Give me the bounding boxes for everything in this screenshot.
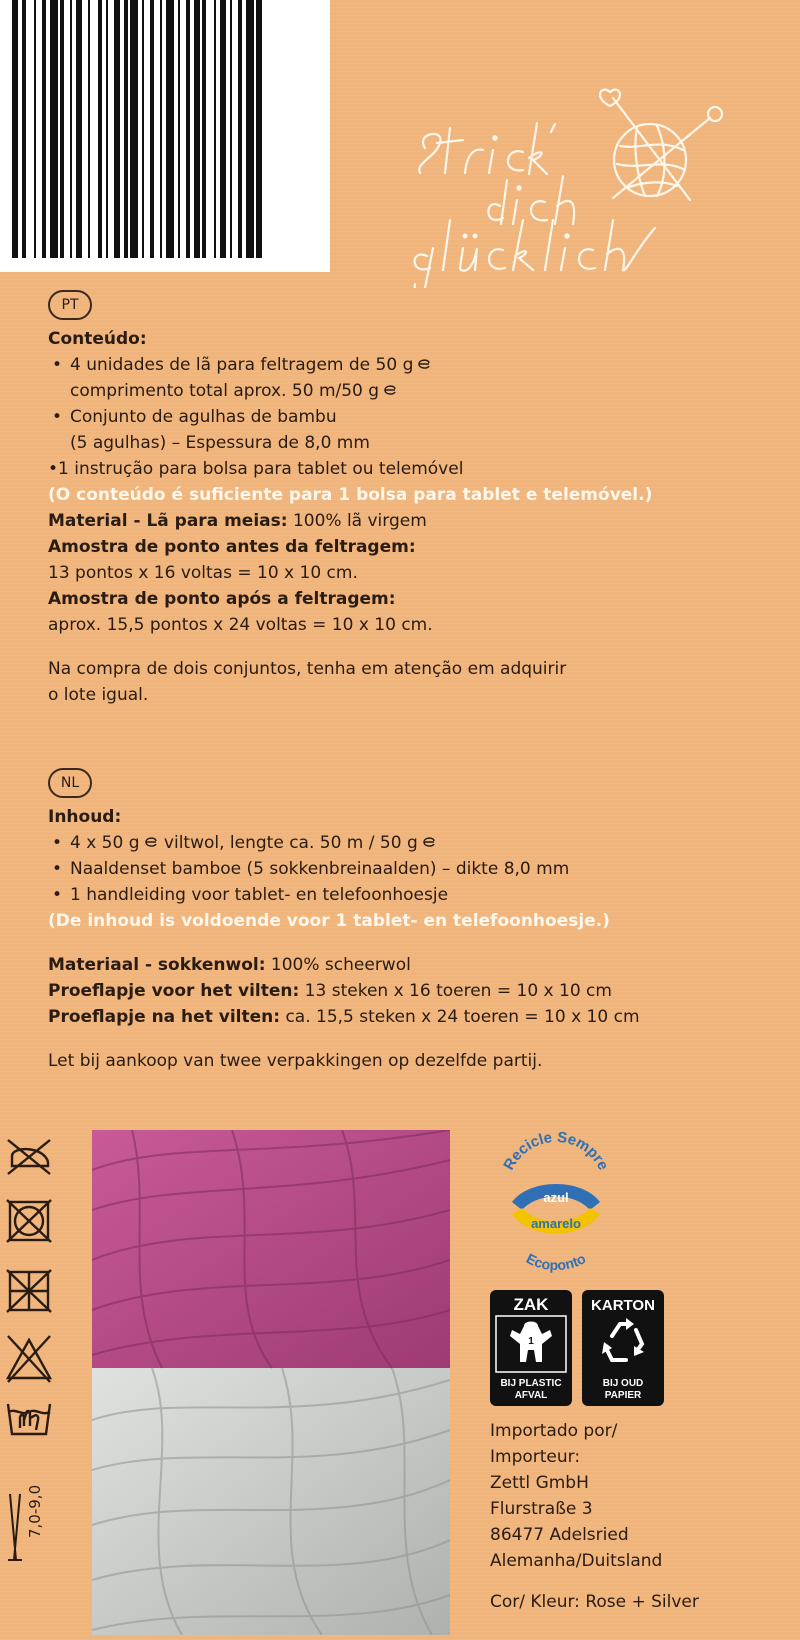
barcode-bar — [70, 0, 72, 258]
zak-plastic-waste-icon — [490, 1290, 572, 1406]
amarelo-label: amarelo — [531, 1216, 581, 1231]
pt-item-2: • Conjunto de agulhas de bambu — [48, 404, 652, 430]
needle-size: 7,0-9,0 — [26, 1484, 44, 1538]
hand-wash-icon — [8, 1404, 50, 1434]
estimated-e-mark-icon — [382, 383, 398, 397]
barcode-bar — [246, 0, 254, 258]
importer-line-2: Importeur: — [490, 1447, 581, 1467]
azul-label: azul — [543, 1190, 569, 1205]
recicle-sempre-logo — [490, 1128, 620, 1273]
zak-title: ZAK — [513, 1295, 549, 1314]
barcode-bar — [160, 0, 162, 258]
estimated-e-mark-icon — [421, 835, 437, 849]
pt-swatch-after-value: aprox. 15,5 pontos x 24 voltas = 10 x 10 cm. — [48, 615, 433, 635]
barcode-bar — [178, 0, 180, 258]
recicle-sempre-text: Recicle Sempre — [500, 1128, 612, 1173]
importer-line-4: Flurstraße 3 — [490, 1499, 593, 1519]
nl-item-3: • 1 handleiding voor tablet- en telefoonhoesje — [48, 882, 640, 908]
importer-line-6: Alemanha/Duitsland — [490, 1551, 663, 1571]
barcode-bar — [88, 0, 90, 258]
pt-swatch-before-label: Amostra de ponto antes da feltragem: — [48, 537, 416, 557]
importer-line-3: Zettl GmbH — [490, 1473, 589, 1493]
yarn-colour-photo — [92, 1130, 450, 1635]
barcode-bar — [34, 0, 36, 258]
barcode — [0, 0, 330, 272]
barcode-bar — [130, 0, 138, 258]
ecoponto-text: Ecoponto — [523, 1250, 589, 1273]
barcode-bar — [220, 0, 226, 258]
barcode-bar — [238, 0, 242, 258]
karton-line-1: BIJ OUD — [602, 1378, 644, 1389]
pt-lot-line-2: o lote igual. — [48, 685, 149, 705]
pt-item-1: • 4 unidades de lã para feltragem de 50 g — [48, 352, 652, 378]
pt-item-1-line-2: comprimento total aprox. 50 m/50 g — [48, 378, 652, 404]
nl-contents-note: (De inhoud is voldoende voor 1 tablet- en telefoonhoesje.) — [48, 911, 610, 931]
barcode-bar — [50, 0, 58, 258]
estimated-e-mark-icon — [416, 357, 432, 371]
colour-label: Cor/ Kleur: Rose + Silver — [490, 1592, 699, 1612]
do-not-iron-icon — [8, 1140, 50, 1174]
barcode-bar — [256, 0, 262, 258]
pt-swatch-after-label: Amostra de ponto após a feltragem: — [48, 589, 396, 609]
barcode-bar — [142, 0, 144, 258]
care-symbols — [4, 1128, 54, 1528]
zak-line-2: AFVAL — [514, 1390, 548, 1401]
pt-section — [48, 290, 652, 708]
barcode-bar — [12, 0, 18, 258]
zak-line-1: BIJ PLASTIC — [500, 1378, 562, 1389]
barcode-bar — [22, 0, 26, 258]
nl-swatch-before: Proeflapje voor het vilten: 13 steken x 16 toeren = 10 x 10 cm — [48, 981, 612, 1001]
nl-language-badge: NL — [48, 768, 92, 798]
barcode-bar — [186, 0, 190, 258]
barcode-bar — [202, 0, 206, 258]
barcode-bar — [230, 0, 232, 258]
pt-swatch-before-value: 13 pontos x 16 voltas = 10 x 10 cm. — [48, 563, 358, 583]
nl-item-2: • Naaldenset bamboe (5 sokkenbreinaalden) – dikte 8,0 mm — [48, 856, 640, 882]
barcode-bar — [124, 0, 128, 258]
do-not-dry-clean-icon — [7, 1270, 51, 1312]
pt-contents-note: (O conteúdo é suficiente para 1 bolsa para tablet e telemóvel.) — [48, 485, 653, 505]
pt-contents-heading: Conteúdo: — [48, 329, 147, 349]
barcode-bar — [166, 0, 174, 258]
pt-item-2-line-2: (5 agulhas) – Espessura de 8,0 mm — [70, 433, 370, 453]
pt-language-badge: PT — [48, 290, 92, 320]
nl-item-1: • 4 x 50 g viltwol, lengte ca. 50 m / 50 g — [48, 830, 640, 856]
barcode-bar — [106, 0, 108, 258]
barcode-bar — [76, 0, 82, 258]
strick-dich-gluecklich-logo — [405, 88, 745, 288]
barcode-bar — [60, 0, 64, 258]
svg-text:1: 1 — [528, 1336, 534, 1347]
barcode-bar — [42, 0, 46, 258]
karton-paper-waste-icon — [582, 1290, 664, 1406]
karton-title: KARTON — [591, 1297, 655, 1314]
nl-material: Materiaal - sokkenwol: 100% scheerwol — [48, 955, 411, 975]
importer-address — [490, 1418, 662, 1574]
barcode-bar — [194, 0, 200, 258]
barcode-bar — [114, 0, 120, 258]
nl-swatch-after: Proeflapje na het vilten: ca. 15,5 steken x 24 toeren = 10 x 10 cm — [48, 1007, 640, 1027]
importer-line-5: 86477 Adelsried — [490, 1525, 629, 1545]
nl-section — [48, 768, 640, 1074]
pt-item-3: • 1 instrução para bolsa para tablet ou telemóvel — [48, 456, 652, 482]
pt-lot-line-1: Na compra de dois conjuntos, tenha em atenção em adquirir — [48, 659, 567, 679]
nl-lot: Let bij aankoop van twee verpakkingen op dezelfde partij. — [48, 1051, 543, 1071]
do-not-tumble-dry-icon — [7, 1200, 51, 1242]
barcode-bar — [214, 0, 216, 258]
karton-line-2: PAPIER — [604, 1390, 642, 1401]
pt-material: Material - Lã para meias: 100% lã virgem — [48, 511, 427, 531]
nl-contents-heading: Inhoud: — [48, 807, 122, 827]
do-not-bleach-icon — [8, 1336, 50, 1382]
barcode-bar — [150, 0, 154, 258]
estimated-e-mark-icon — [143, 835, 159, 849]
barcode-bar — [98, 0, 102, 258]
importer-line-1: Importado por/ — [490, 1421, 618, 1441]
